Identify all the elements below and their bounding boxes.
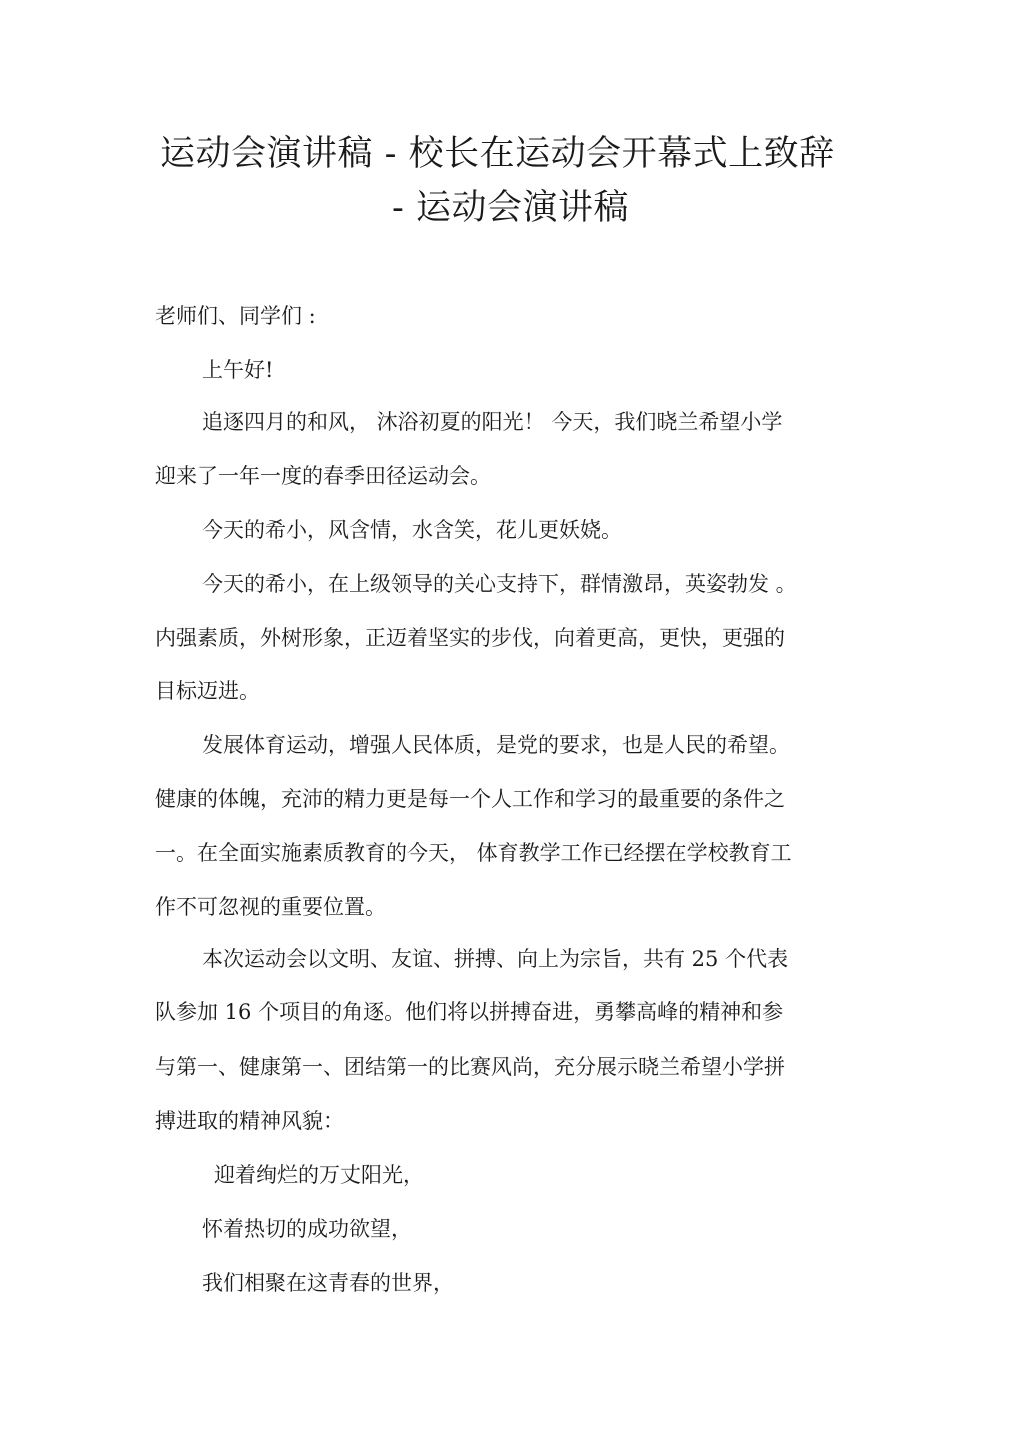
paragraph-line: 队参加 16 个项目的角逐。他们将以拼搏奋进，勇攀高峰的精神和参 — [155, 1000, 784, 1024]
paragraph-line: 今天的希小，风含情，水含笑，花儿更妖娆。 — [202, 518, 622, 542]
paragraph-line: 一。在全面实施素质教育的今天， 体育教学工作已经摆在学校教育工 — [155, 841, 792, 865]
verse-line: 怀着热切的成功欲望， — [202, 1217, 412, 1241]
paragraph-line: 目标迈进。 — [155, 679, 260, 703]
paragraph-line: 发展体育运动，增强人民体质，是党的要求，也是人民的希望。 — [202, 733, 790, 757]
verse-line: 迎着绚烂的万丈阳光， — [214, 1163, 424, 1187]
paragraph-line: 作不可忽视的重要位置。 — [155, 895, 386, 919]
paragraph-line: 今天的希小，在上级领导的关心支持下，群情激昂，英姿勃发 。 — [202, 572, 797, 596]
verse-line: 我们相聚在这青春的世界， — [202, 1271, 454, 1295]
paragraph-line: 本次运动会以文明、友谊、拼搏、向上为宗旨，共有 25 个代表 — [202, 947, 789, 971]
paragraph-line: 健康的体魄，充沛的精力更是每一个人工作和学习的最重要的条件之 — [155, 787, 785, 811]
paragraph-line: 搏进取的精神风貌： — [155, 1109, 344, 1133]
document-title-line-1: 运动会演讲稿 - 校长在运动会开幕式上致辞 — [160, 134, 835, 174]
greeting: 上午好! — [202, 358, 274, 382]
paragraph-line: 与第一、健康第一、团结第一的比赛风尚，充分展示晓兰希望小学拼 — [155, 1055, 785, 1079]
paragraph-line: 内强素质，外树形象，正迈着坚实的步伐，向着更高，更快，更强的 — [155, 626, 785, 650]
document-title-line-2: - 运动会演讲稿 — [392, 188, 629, 228]
paragraph-line: 迎来了一年一度的春季田径运动会。 — [155, 464, 491, 488]
salutation: 老师们、同学们 : — [155, 304, 316, 328]
paragraph-line: 追逐四月的和风， 沐浴初夏的阳光！ 今天，我们晓兰希望小学 — [202, 410, 783, 434]
